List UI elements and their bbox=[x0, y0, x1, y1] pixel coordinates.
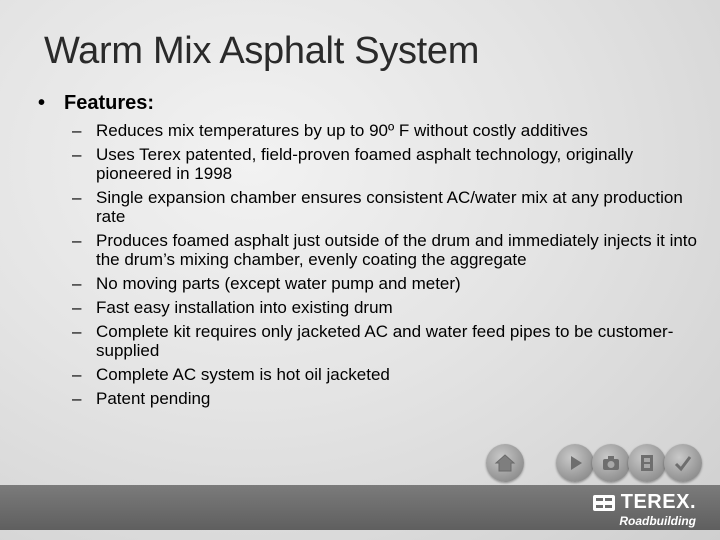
feature-text: No moving parts (except water pump and meter) bbox=[96, 274, 461, 293]
feature-text: Single expansion chamber ensures consistent AC/water mix at any production rate bbox=[96, 188, 683, 226]
dash-marker: – bbox=[72, 274, 82, 293]
features-heading bbox=[38, 92, 154, 115]
dash-marker: – bbox=[72, 231, 82, 250]
feature-text: Patent pending bbox=[96, 389, 211, 408]
dash-marker: – bbox=[72, 322, 82, 341]
list-item bbox=[72, 322, 697, 360]
home-button[interactable] bbox=[486, 444, 524, 482]
home-icon bbox=[494, 452, 516, 474]
list-item bbox=[72, 188, 697, 226]
film-icon bbox=[636, 452, 658, 474]
list-item bbox=[72, 145, 697, 183]
terex-mark-icon bbox=[593, 495, 615, 511]
feature-text: Uses Terex patented, field-proven foamed asphalt technology, originally pioneered in 1998 bbox=[96, 145, 634, 183]
dash-marker: – bbox=[72, 389, 82, 408]
camera-icon bbox=[600, 452, 622, 474]
footer-bar bbox=[0, 485, 720, 530]
list-item bbox=[72, 389, 697, 408]
terex-logo bbox=[593, 491, 696, 528]
list-item bbox=[72, 231, 697, 269]
bullet-marker: • bbox=[38, 92, 46, 114]
checkmark-icon bbox=[672, 452, 694, 474]
feature-text: Produces foamed asphalt just outside of the drum and immediately injects it into the drum’s mixing chamber, evenly coating the aggregate bbox=[96, 231, 697, 269]
next-button[interactable] bbox=[556, 444, 594, 482]
done-button[interactable] bbox=[664, 444, 702, 482]
feature-text: Fast easy installation into existing drum bbox=[96, 298, 393, 317]
brand-name: TEREX bbox=[620, 491, 690, 513]
list-item bbox=[72, 298, 697, 317]
dash-marker: – bbox=[72, 145, 82, 164]
division-name: Roadbuilding bbox=[619, 514, 696, 528]
feature-text: Reduces mix temperatures by up to 90º F without costly additives bbox=[96, 121, 588, 140]
dash-marker: – bbox=[72, 121, 82, 140]
feature-text: Complete AC system is hot oil jacketed bbox=[96, 365, 390, 384]
dash-marker: – bbox=[72, 298, 82, 317]
feature-text: Complete kit requires only jacketed AC and water feed pipes to be customer-supplied bbox=[96, 322, 674, 360]
dash-marker: – bbox=[72, 188, 82, 207]
navigation-bar bbox=[480, 440, 705, 486]
features-heading-label: Features: bbox=[64, 92, 155, 114]
photo-button[interactable] bbox=[592, 444, 630, 482]
list-item bbox=[72, 365, 697, 384]
slide-title: Warm Mix Asphalt System bbox=[44, 30, 480, 72]
video-button[interactable] bbox=[628, 444, 666, 482]
brand-dot: . bbox=[689, 491, 696, 513]
dash-marker: – bbox=[72, 365, 82, 384]
features-list bbox=[72, 121, 697, 413]
list-item bbox=[72, 121, 697, 140]
list-item bbox=[72, 274, 697, 293]
play-icon bbox=[564, 452, 586, 474]
